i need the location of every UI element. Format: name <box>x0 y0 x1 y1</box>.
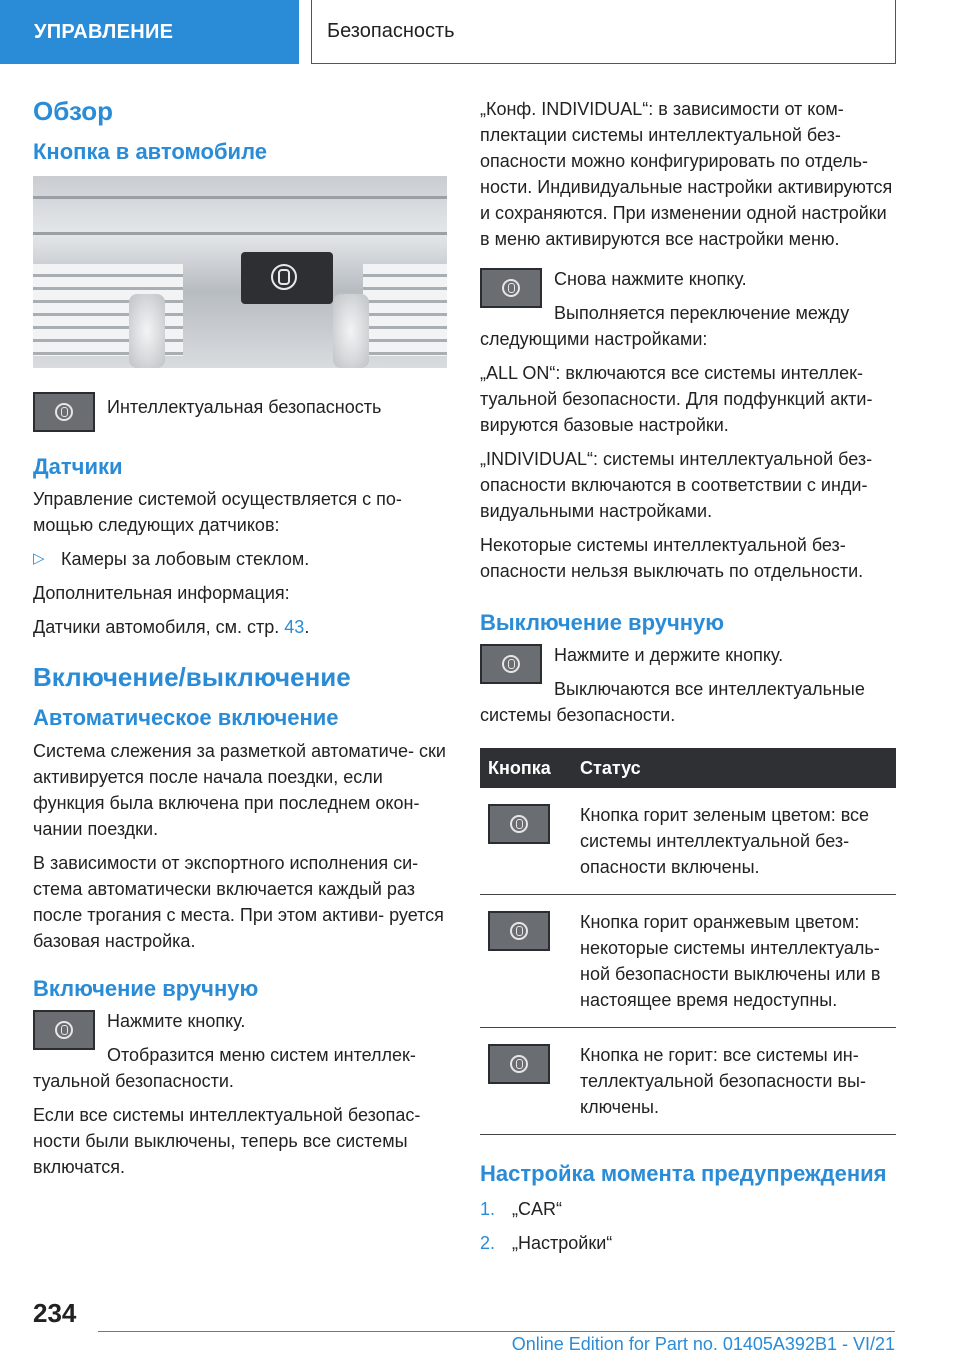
sensors-bullet-text: Камеры за лобовым стеклом. <box>61 548 310 569</box>
press-again-text: Снова нажмите кнопку. <box>554 269 747 289</box>
step-text: „CAR“ <box>512 1198 562 1219</box>
steps-list <box>480 1196 896 1256</box>
header-section-label: УПРАВЛЕНИЕ <box>34 20 174 43</box>
list-item <box>480 1196 896 1222</box>
button-status-table <box>480 748 896 1135</box>
step-number: 2. <box>480 1232 496 1253</box>
icon-caption: Интеллектуальная безопасность <box>107 396 382 417</box>
intelligent-safety-button-icon <box>33 392 95 432</box>
table-cell-status: Кнопка не горит: все системы ин- теллектуальной безопасности вы- ключены. <box>572 1028 896 1135</box>
auto-on-paragraph-2: В зависимости от экспортного исполнения си- стема автоматически включается каждый раз после трогания с места. При этом активи- руется базовая настройка. <box>33 852 444 951</box>
more-info-ref-prefix: Датчики автомобиля, см. стр. <box>33 616 280 637</box>
manual-on-paragraph-1: Нажмите кнопку. <box>107 1010 246 1031</box>
table-cell-status: Кнопка горит оранжевым цветом: некоторые системы интеллектуаль- ной безопасности выключены или в настоящее время недоступны. <box>572 895 896 1028</box>
intelligent-safety-button-icon <box>488 1044 550 1084</box>
safety-button-photo-icon <box>271 264 297 290</box>
intelligent-safety-button-icon <box>488 911 550 951</box>
sensors-title: Датчики <box>33 453 123 479</box>
icon-caption-row <box>33 390 449 432</box>
table-row <box>480 788 896 895</box>
list-item <box>480 1230 896 1256</box>
page-reference-link[interactable]: 43 <box>284 616 305 637</box>
header-section <box>0 0 299 64</box>
triangle-right-icon: ▷ <box>33 549 45 567</box>
manual-off-paragraph-2: Выключаются все интеллектуальные системы безопасности. <box>480 679 865 726</box>
conf-individual-text: „Конф. INDIVIDUAL“: в зависимости от ком- плектации системы интеллектуальной без- опасности можно конфигурировать по отдель- ности. Индивидуальные настройки активируются и сохраняются. При изменении одной настройки в меню активируются все настройки меню. <box>480 99 893 249</box>
table-header-button: Кнопка <box>480 748 572 788</box>
intelligent-safety-button-icon <box>480 644 542 684</box>
table-cell-status: Кнопка горит зеленым цветом: все системы интеллектуальной без- опасности включены. <box>572 788 896 895</box>
all-on-text: „ALL ON“: включаются все системы интеллек- туальной безопасности. Для подфункций акти- вируются базовые настройки. <box>480 363 873 435</box>
manual-off-paragraph-1: Нажмите и держите кнопку. <box>554 645 784 666</box>
footer-edition: Online Edition for Part no. 01405A392B1 - VI/21 <box>511 1334 895 1354</box>
table-header-status: Статус <box>572 748 896 788</box>
auto-on-title: Автоматическое включение <box>33 705 339 731</box>
individual-text: „INDIVIDUAL“: системы интеллектуальной без- опасности включаются в соответствии с инди- видуальными настройками. <box>480 449 873 521</box>
right-column <box>480 96 896 1264</box>
left-column <box>33 96 449 1188</box>
warning-time-title: Настройка момента предупреждения <box>480 1161 887 1187</box>
sensors-bullet <box>33 546 449 572</box>
auto-on-paragraph-1: Система слежения за разметкой автоматиче- ски активируется после начала поездки, если функция была включена при последнем окон- чании поездки. <box>33 740 446 839</box>
press-again-block <box>480 266 896 360</box>
manual-on-paragraph-2: Отобразится меню систем интеллек- туальной безопасности. <box>33 1044 416 1091</box>
sensors-text: Управление системой осуществляется с по- мощью следующих датчиков: <box>33 488 402 535</box>
header-chapter-label: Безопасность <box>327 20 455 42</box>
on-off-title: Включение/выключение <box>33 661 351 692</box>
switch-text: Выполняется переключение между следующими настройками: <box>480 303 850 349</box>
overview-title: Обзор <box>33 96 113 126</box>
manual-on-paragraph-3: Если все системы интеллектуальной безопас- ности были выключены, теперь все системы включатся. <box>33 1104 421 1177</box>
more-info-ref-suffix: . <box>304 616 310 637</box>
intelligent-safety-button-icon <box>480 268 542 308</box>
manual-off-title: Выключение вручную <box>480 610 725 635</box>
intelligent-safety-button-icon <box>33 1010 95 1050</box>
more-info-reference <box>33 614 449 640</box>
dashboard-photo <box>33 176 447 368</box>
step-text: „Настройки“ <box>512 1232 613 1253</box>
header-chapter <box>311 0 896 64</box>
intelligent-safety-button-icon <box>488 804 550 844</box>
more-info-label: Дополнительная информация: <box>33 582 290 603</box>
table-row <box>480 1028 896 1135</box>
step-number: 1. <box>480 1198 496 1219</box>
button-in-car-title: Кнопка в автомобиле <box>33 139 267 165</box>
page-number: 234 <box>33 1298 77 1328</box>
footer-divider <box>98 1331 895 1332</box>
table-row <box>480 895 896 1028</box>
some-systems-text: Некоторые системы интеллектуальной без- опасности нельзя выключать по отдельности. <box>480 535 864 581</box>
manual-on-title: Включение вручную <box>33 975 259 1001</box>
